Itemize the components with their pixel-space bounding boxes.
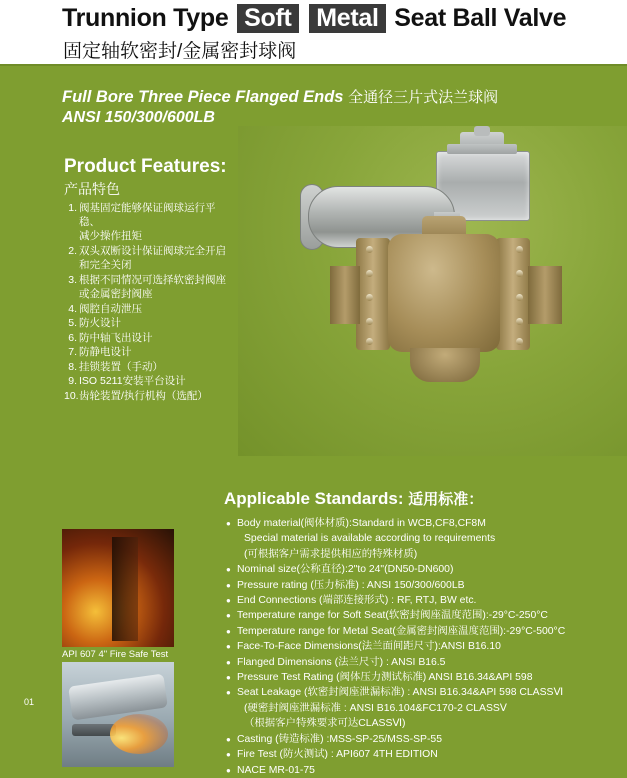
- list-item-number: 10.: [64, 389, 79, 402]
- page-title-highlight-metal: Metal: [309, 4, 385, 33]
- list-item-continuation: (硬密封阀座泄漏标准 : ANSI B16.104&FC170-2 CLASSⅤ: [244, 702, 507, 714]
- features-list: [64, 202, 234, 404]
- list-item: [64, 245, 234, 259]
- list-item-label: 减少操作扭矩: [79, 230, 142, 242]
- page-title-post: Seat Ball Valve: [394, 4, 567, 32]
- valve-bottom-cap: [410, 348, 480, 382]
- list-item: [64, 230, 234, 244]
- list-item-continuation: Special material is available according to requirements: [244, 533, 496, 545]
- list-item: [64, 346, 234, 360]
- list-item-continuation: （根据客户特殊要求可达CLASSⅥ): [244, 718, 406, 730]
- list-item: [64, 317, 234, 331]
- valve-product-photo: [238, 126, 627, 456]
- list-item: ● Seat Leakage (软密封阀座泄漏标准) : ANSI B16.34&API 598 CLASSⅥ: [226, 685, 626, 700]
- list-item-label: 挂锁装置（手动）: [79, 360, 163, 373]
- valve-pipe-right: [528, 266, 562, 324]
- list-item-number: 1.: [68, 202, 77, 214]
- list-item-continuation: (可根据客户需求提供相应的特殊材质): [244, 548, 418, 560]
- banner-line-1-cn: 全通径三片式法兰球阀: [348, 89, 499, 106]
- list-item: [64, 361, 234, 375]
- page-title: [62, 4, 566, 33]
- list-item-label: 阀基固定能够保证阀球运行平稳、: [79, 202, 216, 228]
- flange-bolt: [366, 294, 373, 301]
- list-item: ● Flanged Dimensions (法兰尺寸) : ANSI B16.5: [226, 655, 626, 670]
- actuator-knob: [474, 126, 490, 136]
- burner-test-photo: [62, 662, 174, 767]
- valve-pipe-left: [330, 266, 360, 324]
- flange-bolt: [516, 318, 523, 325]
- list-item-label: 或金属密封阀座: [79, 288, 153, 300]
- flange-bolt: [516, 294, 523, 301]
- list-item-number: 5.: [68, 317, 77, 329]
- flange-bolt: [366, 270, 373, 277]
- list-item: ● Casting (铸造标准) :MSS-SP-25/MSS-SP-55: [226, 732, 626, 747]
- list-item: [64, 202, 234, 229]
- list-item: ● Pressure Test Rating (阀体压力测试标准) ANSI B16.34&API 598: [226, 670, 626, 685]
- list-item-number: 3.: [68, 273, 77, 286]
- list-item: ● NACE MR-01-75: [226, 763, 626, 778]
- list-item-label: 和完全关闭: [79, 259, 132, 271]
- list-item-number: 8.: [68, 360, 77, 373]
- list-item: [64, 303, 234, 317]
- fire-safe-test-caption: API 607 4" Fire Safe Test: [62, 649, 169, 660]
- content-area: [0, 64, 627, 776]
- list-item-number: 4.: [68, 302, 77, 315]
- list-item: [64, 288, 234, 302]
- list-item-label: 防中轴飞出设计: [79, 331, 153, 344]
- list-item-label: 防静电设计: [79, 346, 132, 358]
- page-number: 01: [24, 697, 35, 707]
- banner-line-1-en: Full Bore Three Piece Flanged Ends: [62, 88, 344, 106]
- header-divider: [0, 64, 627, 66]
- flange-bolt: [366, 318, 373, 325]
- list-item-label: 根据不同情况可选择软密封阀座: [79, 273, 226, 286]
- list-item-number: 7.: [68, 346, 77, 358]
- list-item-number: 6.: [68, 331, 77, 344]
- list-item: [64, 390, 234, 404]
- banner-line-2: ANSI 150/300/600LB: [62, 109, 215, 126]
- list-item-label: ISO 5211安装平台设计: [79, 375, 186, 387]
- list-item: ● Fire Test (防火测试) : API607 4TH EDITION: [226, 747, 626, 762]
- list-item-label: 齿轮装置/执行机构（选配）: [79, 389, 208, 402]
- flange-bolt: [516, 338, 523, 345]
- valve-silhouette: [112, 537, 138, 641]
- list-item: ● Nominal size(公称直径):2"to 24"(DN50-DN600): [226, 562, 626, 577]
- list-item: ● End Connections (端部连接形式) : RF, RTJ, BW etc.: [226, 593, 626, 608]
- flame: [110, 714, 168, 754]
- features-title-cn: 产品特色: [64, 181, 120, 197]
- valve-body: [388, 234, 500, 352]
- banner-line-1: [62, 86, 498, 107]
- fire-safe-test-photo: [62, 529, 174, 647]
- page-title-highlight-soft: Soft: [237, 4, 298, 33]
- standards-title: [224, 488, 483, 509]
- list-item: ● Pressure rating (压力标准) : ANSI 150/300/600LB: [226, 578, 626, 593]
- list-item: [64, 274, 234, 288]
- list-item: ● Face-To-Face Dimensions(法兰面间距尺寸):ANSI B16.10: [226, 639, 626, 654]
- list-item: ● Temperature range for Metal Seat(金属密封阀座温度范围):-29°C-500°C: [226, 624, 626, 639]
- page-title-pre: Trunnion Type: [62, 4, 229, 32]
- standards-list: [226, 516, 626, 778]
- standards-title-en: Applicable Standards:: [224, 489, 404, 508]
- list-item: ● Temperature range for Soft Seat(软密封阀座温度范围):-29°C-250°C: [226, 608, 626, 623]
- list-item-number: 9.: [68, 375, 77, 387]
- page-header: [0, 0, 627, 64]
- list-item-number: 2.: [68, 244, 77, 257]
- flange-bolt: [366, 246, 373, 253]
- page-subtitle-cn: 固定轴软密封/金属密封球阀: [63, 41, 297, 62]
- standards-title-cn: 适用标准：: [408, 491, 484, 508]
- list-item: [64, 259, 234, 273]
- valve-flange-right: [496, 238, 530, 350]
- list-item: [64, 375, 234, 389]
- list-item-label: 双头双断设计保证阀球完全开启: [79, 244, 226, 257]
- flange-bolt: [516, 270, 523, 277]
- features-title: Product Features:: [64, 156, 227, 177]
- list-item: [64, 332, 234, 346]
- flange-bolt: [516, 246, 523, 253]
- list-item: ● Body material(阀体材质):Standard in WCB,CF8,CF8M: [226, 516, 626, 531]
- flange-bolt: [366, 338, 373, 345]
- valve-flange-left: [356, 238, 390, 350]
- list-item-label: 防火设计: [79, 317, 121, 329]
- list-item-label: 阀腔自动泄压: [79, 302, 142, 315]
